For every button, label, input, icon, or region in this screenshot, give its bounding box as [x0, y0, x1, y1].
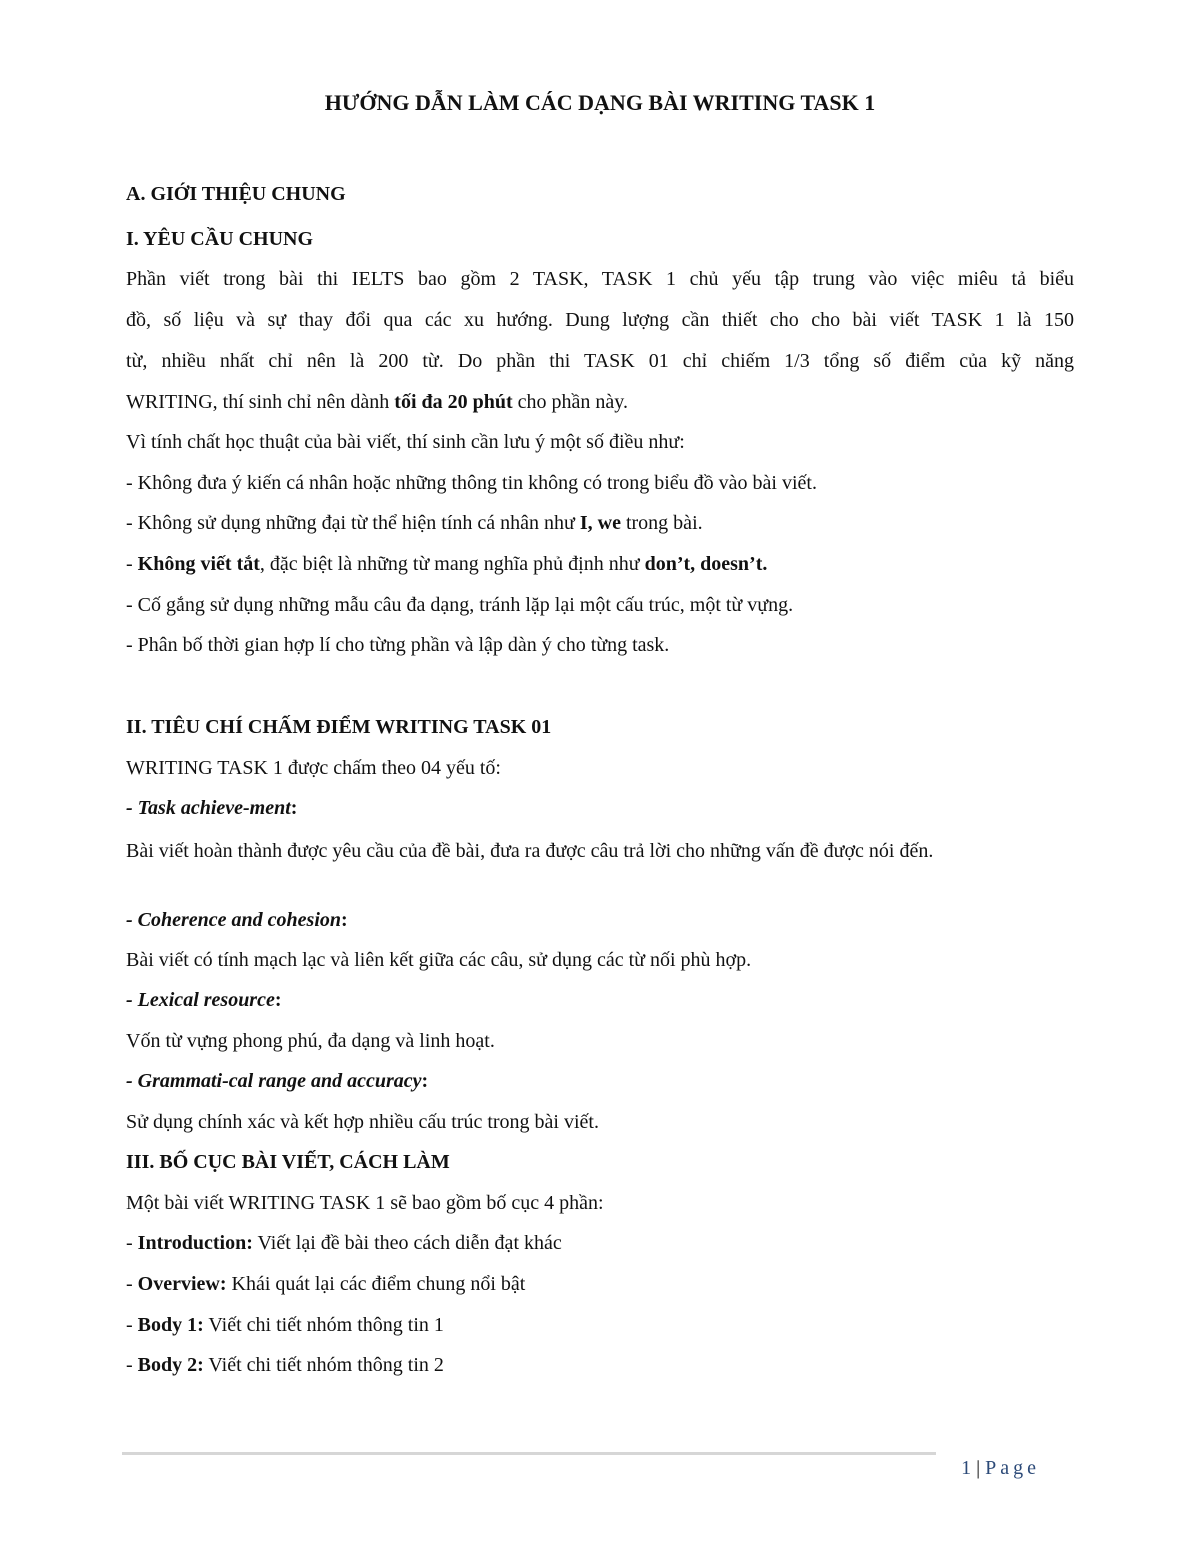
section-1-heading: I. YÊU CẦU CHUNG	[126, 228, 314, 250]
paragraph-line-4: WRITING, thí sinh chỉ nên dành tối đa 20 phút cho phần này.	[126, 391, 628, 413]
requirement-item: - Không sử dụng những đại từ thể hiện tính cá nhân như I, we trong bài.	[126, 512, 703, 534]
footer-separator: |	[971, 1457, 986, 1479]
section-2-heading: II. TIÊU CHÍ CHẤM ĐIỂM WRITING TASK 01	[126, 716, 552, 738]
paragraph-line-3: từ, nhiều nhất chỉ nên là 200 từ. Do phần thi TASK 01 chỉ chiếm 1/3 tổng số điểm của kỹ năng	[126, 350, 1074, 372]
paragraph-line-2: đồ, số liệu và sự thay đổi qua các xu hướng. Dung lượng cần thiết cho cho bài viết TASK 1 là 150	[126, 309, 1074, 331]
criterion-description: Vốn từ vựng phong phú, đa dạng và linh hoạt.	[126, 1030, 495, 1052]
requirement-item: - Không viết tắt, đặc biệt là những từ mang nghĩa phủ định như don’t, doesn’t.	[126, 553, 768, 575]
criterion-name: - Task achieve-ment:	[126, 797, 298, 819]
criterion-description: Sử dụng chính xác và kết hợp nhiều cấu trúc trong bài viết.	[126, 1111, 599, 1133]
page-footer	[961, 1457, 1040, 1480]
section-a-heading: A. GIỚI THIỆU CHUNG	[126, 183, 346, 205]
requirements-intro: Vì tính chất học thuật của bài viết, thí sinh cần lưu ý một số điều như:	[126, 431, 685, 453]
requirement-item: - Không đưa ý kiến cá nhân hoặc những thông tin không có trong biểu đồ vào bài viết.	[126, 472, 817, 494]
criterion-description: Bài viết hoàn thành được yêu cầu của đề bài, đưa ra được câu trả lời cho những vấn đề được nói đến.	[126, 840, 934, 862]
structure-intro: Một bài viết WRITING TASK 1 sẽ bao gồm bố cục 4 phần:	[126, 1192, 604, 1214]
paragraph-line-1: Phần viết trong bài thi IELTS bao gồm 2 TASK, TASK 1 chủ yếu tập trung vào việc miêu tả biểu	[126, 268, 1074, 290]
structure-item: - Body 2: Viết chi tiết nhóm thông tin 2	[126, 1354, 444, 1376]
criterion-name: - Grammati-cal range and accuracy:	[126, 1070, 429, 1092]
criteria-intro: WRITING TASK 1 được chấm theo 04 yếu tố:	[126, 757, 501, 779]
criterion-name: - Lexical resource:	[126, 989, 282, 1011]
page-label: Page	[985, 1457, 1040, 1479]
page-number: 1	[961, 1457, 972, 1479]
section-3-heading: III. BỐ CỤC BÀI VIẾT, CÁCH LÀM	[126, 1151, 450, 1173]
criterion-description: Bài viết có tính mạch lạc và liên kết giữa các câu, sử dụng các từ nối phù hợp.	[126, 949, 752, 971]
requirement-item: - Phân bố thời gian hợp lí cho từng phần và lập dàn ý cho từng task.	[126, 634, 670, 656]
structure-item: - Overview: Khái quát lại các điểm chung nổi bật	[126, 1273, 526, 1295]
criterion-name: - Coherence and cohesion:	[126, 909, 348, 931]
requirement-item: - Cố gắng sử dụng những mẫu câu đa dạng, tránh lặp lại một cấu trúc, một từ vựng.	[126, 594, 794, 616]
footer-divider	[122, 1452, 936, 1455]
structure-item: - Introduction: Viết lại đề bài theo cách diễn đạt khác	[126, 1232, 562, 1254]
structure-item: - Body 1: Viết chi tiết nhóm thông tin 1	[126, 1314, 444, 1336]
document-title: HƯỚNG DẪN LÀM CÁC DẠNG BÀI WRITING TASK 1	[324, 90, 876, 115]
